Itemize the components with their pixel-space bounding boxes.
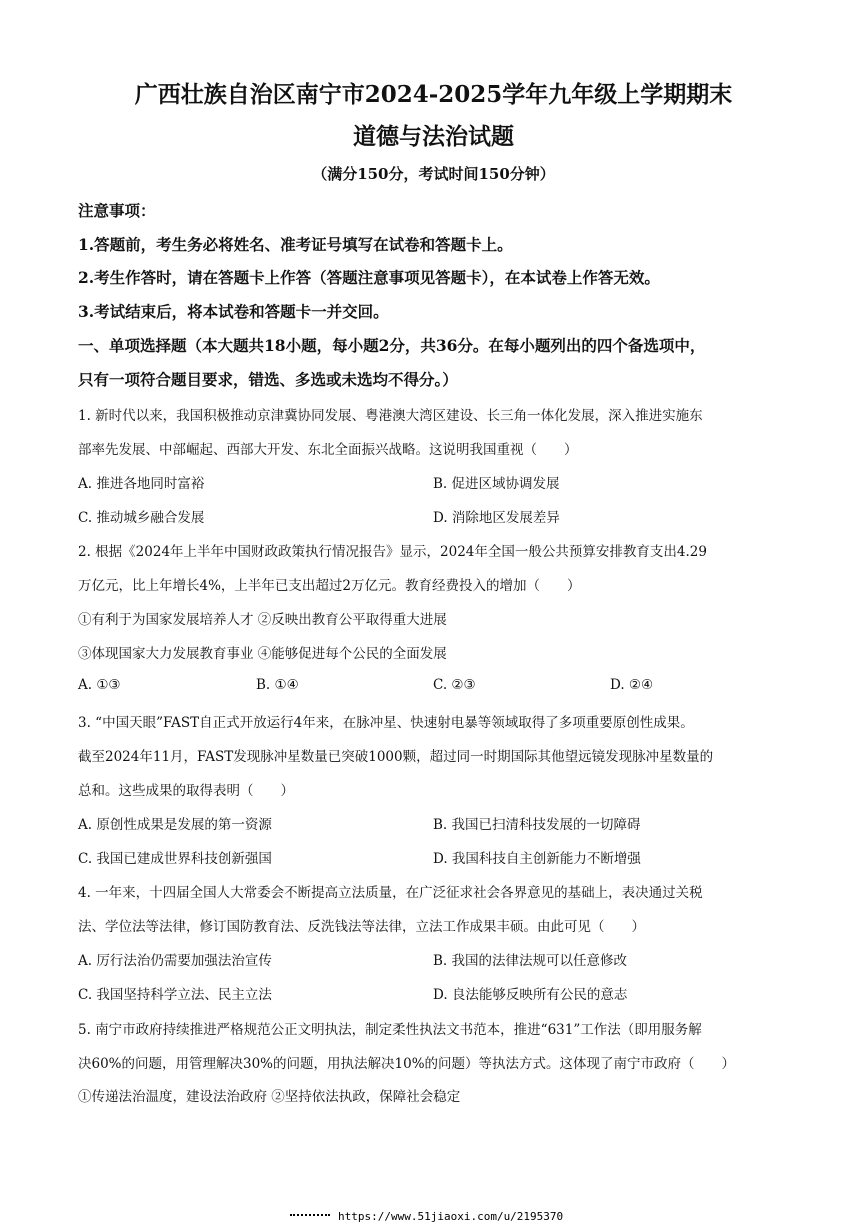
q5-stem-line1: 5. 南宁市政府持续推进严格规范公正文明执法，制定柔性执法文书范本，推进“631”工作法（即用服务解 [78, 1022, 702, 1038]
q3-option-d: D. 我国科技自主创新能力不断增强 [433, 851, 641, 867]
notice-item-2: 2.考生作答时，请在答题卡上作答（答题注意事项见答题卡），在本试卷上作答无效。 [78, 268, 660, 287]
q3-stem-line1: 3. “中国天眼”FAST自正式开放运行4年来，在脉冲星、快速射电暴等领域取得了多项重要原创性成果。 [78, 715, 694, 731]
q1-option-a: A. 推进各地同时富裕 [78, 476, 205, 492]
q5-stem-line2: 决60%的问题，用管理解决30%的问题，用执法解决10%的问题）等执法方式。这体现了南宁市政府（ ） [78, 1056, 736, 1072]
section-heading-line2: 只有一项符合题目要求，错选、多选或未选均不得分。） [78, 370, 458, 389]
q4-option-d: D. 良法能够反映所有公民的意志 [433, 987, 628, 1003]
q2-option-c: C. ②③ [433, 677, 476, 693]
section-heading-line1: 一、单项选择题（本大题共18小题，每小题2分，共36分。在每小题列出的四个备选项中， [78, 336, 706, 355]
q2-stem-line1: 2. 根据《2024年上半年中国财政政策执行情况报告》显示，2024年全国一般公共预算安排教育支出4.29 [78, 544, 707, 560]
q3-stem-line3: 总和。这些成果的取得表明（ ） [78, 783, 294, 799]
q4-option-b: B. 我国的法律法规可以任意修改 [433, 953, 628, 969]
q2-stem-line2: 万亿元，比上年增长4%，上半年已支出超过2万亿元。教育经费投入的增加（ ） [78, 578, 581, 594]
exam-subtitle: （满分150分，考试时间150分钟） [312, 165, 555, 183]
page-footer [290, 1210, 563, 1223]
q3-stem-line2: 截至2024年11月，FAST发现脉冲星数量已突破1000颗，超过同一时期国际其他望远镜发现脉冲星数量的 [78, 749, 714, 765]
q2-statements-1: ①有利于为国家发展培养人才 ②反映出教育公平取得重大进展 [78, 612, 447, 628]
notice-item-3: 3.考试结束后，将本试卷和答题卡一并交回。 [78, 302, 389, 321]
q3-option-b: B. 我国已扫清科技发展的一切障碍 [433, 817, 641, 833]
q1-option-b: B. 促进区域协调发展 [433, 476, 560, 492]
q4-option-c: C. 我国坚持科学立法、民主立法 [78, 987, 272, 1003]
q3-option-a: A. 原创性成果是发展的第一资源 [78, 817, 272, 833]
q4-stem-line1: 4. 一年来，十四届全国人大常委会不断提高立法质量，在广泛征求社会各界意见的基础上，表决通过关税 [78, 885, 703, 901]
q2-statements-2: ③体现国家大力发展教育事业 ④能够促进每个公民的全面发展 [78, 646, 447, 662]
q5-statements-1: ①传递法治温度，建设法治政府 ②坚持依法执政，保障社会稳定 [78, 1089, 461, 1105]
exam-title-line2: 道德与法治试题 [353, 123, 514, 150]
q1-option-c: C. 推动城乡融合发展 [78, 510, 205, 526]
q1-option-d: D. 消除地区发展差异 [433, 510, 560, 526]
q1-stem-line2: 部率先发展、中部崛起、西部大开发、东北全面振兴战略。这说明我国重视（ ） [78, 442, 578, 458]
q2-option-a: A. ①③ [78, 677, 121, 693]
q4-stem-line2: 法、学位法等法律，修订国防教育法、反洗钱法等法律，立法工作成果丰硕。由此可见（ ） [78, 919, 645, 935]
notice-item-1: 1.答题前，考生务必将姓名、准考证号填写在试卷和答题卡上。 [78, 235, 513, 254]
q2-option-b: B. ①④ [256, 677, 299, 693]
notice-heading: 注意事项： [78, 201, 156, 220]
footer-url[interactable]: https://www.51jiaoxi.com/u/2195370 [338, 1210, 564, 1223]
q3-option-c: C. 我国已建成世界科技创新强国 [78, 851, 272, 867]
q1-stem-line1: 1. 新时代以来，我国积极推动京津冀协同发展、粤港澳大湾区建设、长三角一体化发展，深入推进实施东 [78, 408, 703, 424]
q2-option-d: D. ②④ [610, 677, 654, 693]
q4-option-a: A. 厉行法治仍需要加强法治宣传 [78, 953, 272, 969]
footer-dots-decoration [290, 1214, 330, 1220]
exam-title-line1: 广西壮族自治区南宁市2024-2025学年九年级上学期期末 [134, 81, 733, 108]
